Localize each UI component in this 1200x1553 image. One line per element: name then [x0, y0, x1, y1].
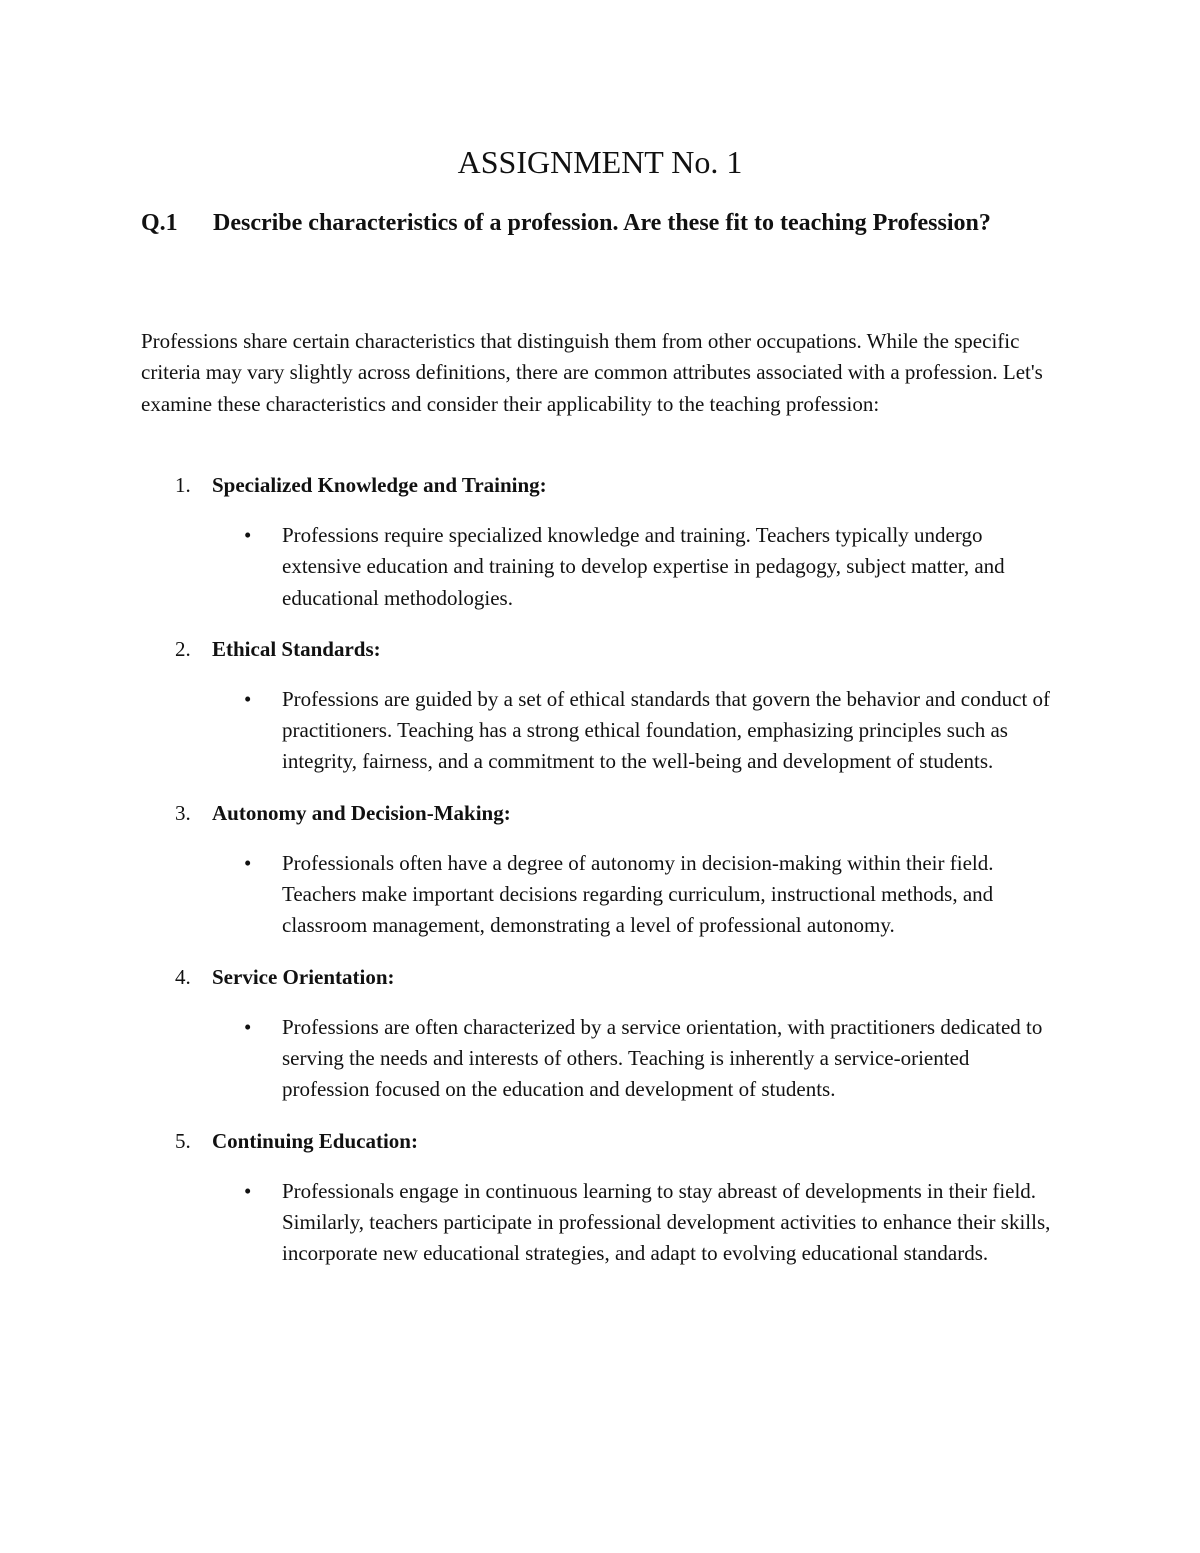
list-item	[0, 798, 1200, 942]
bullet-text: Professions require specialized knowledge and training. Teachers typically undergo extensive education and training to develop expertise in pedagogy, subject matter, and educational methodologies.	[282, 523, 1005, 610]
list-item-heading	[0, 798, 1200, 829]
list-item-title: Specialized Knowledge and Training:	[212, 473, 547, 497]
bullet-point	[0, 1012, 1200, 1106]
question-number: Q.1	[141, 210, 178, 236]
list-item-heading	[0, 470, 1200, 501]
list-item-number: 3.	[175, 800, 191, 825]
list-item-title: Service Orientation:	[212, 964, 395, 989]
list-item-heading	[0, 962, 1200, 993]
characteristics-list	[0, 470, 1200, 1269]
bullet-point	[0, 684, 1200, 778]
bullet-icon: •	[244, 850, 252, 875]
list-item-number: 4.	[175, 964, 191, 989]
list-item	[0, 962, 1200, 1106]
bullet-text: Professionals engage in continuous learning to stay abreast of developments in their field. Similarly, teachers participate in professional development activities to enhance their skills, incorporate new educational strategies, and adapt to evolving educational standards.	[282, 1178, 1051, 1266]
document-title: ASSIGNMENT No. 1	[457, 144, 743, 180]
question-heading	[141, 205, 1061, 241]
bullet-point	[0, 848, 1200, 942]
question-text: Describe characteristics of a profession. Are these fit to teaching Profession?	[213, 210, 991, 236]
bullet-text: Professionals often have a degree of autonomy in decision-making within their field. Teachers make important decisions regarding curriculum, instructional methods, and classroom management, demonstrating a level of professional autonomy.	[282, 850, 994, 938]
bullet-point	[0, 520, 1200, 614]
list-item-title: Ethical Standards:	[212, 636, 381, 661]
list-item	[0, 634, 1200, 778]
list-item-title: Continuing Education:	[212, 1128, 418, 1153]
list-item-number: 1.	[175, 473, 191, 497]
list-item-number: 5.	[175, 1128, 191, 1153]
list-item-heading	[0, 1126, 1200, 1157]
list-item	[0, 470, 1200, 614]
list-item-title: Autonomy and Decision-Making:	[212, 800, 511, 825]
bullet-icon: •	[244, 523, 252, 547]
bullet-text: Professions are guided by a set of ethical standards that govern the behavior and conduct of practitioners. Teaching has a strong ethical foundation, emphasizing principles such as integrity, fairness, and a commitment to the well-being and development of students.	[282, 686, 1051, 774]
bullet-icon: •	[244, 1014, 252, 1039]
bullet-icon: •	[244, 686, 252, 711]
bullet-text: Professions are often characterized by a service orientation, with practitioners dedicated to serving the needs and interests of others. Teaching is inherently a service-oriented profession focused on the education and development of students.	[282, 1014, 1043, 1102]
bullet-icon: •	[244, 1178, 252, 1203]
intro-paragraph: Professions share certain characteristics that distinguish them from other occupations. While the specific criteria may vary slightly across definitions, there are common attributes associated with a profession. Let's examine these characteristics and consider their applicability to the teaching profession:	[141, 329, 1043, 416]
list-item	[0, 1126, 1200, 1270]
list-item-number: 2.	[175, 636, 191, 661]
list-item-heading	[0, 634, 1200, 665]
bullet-point	[0, 1176, 1200, 1270]
